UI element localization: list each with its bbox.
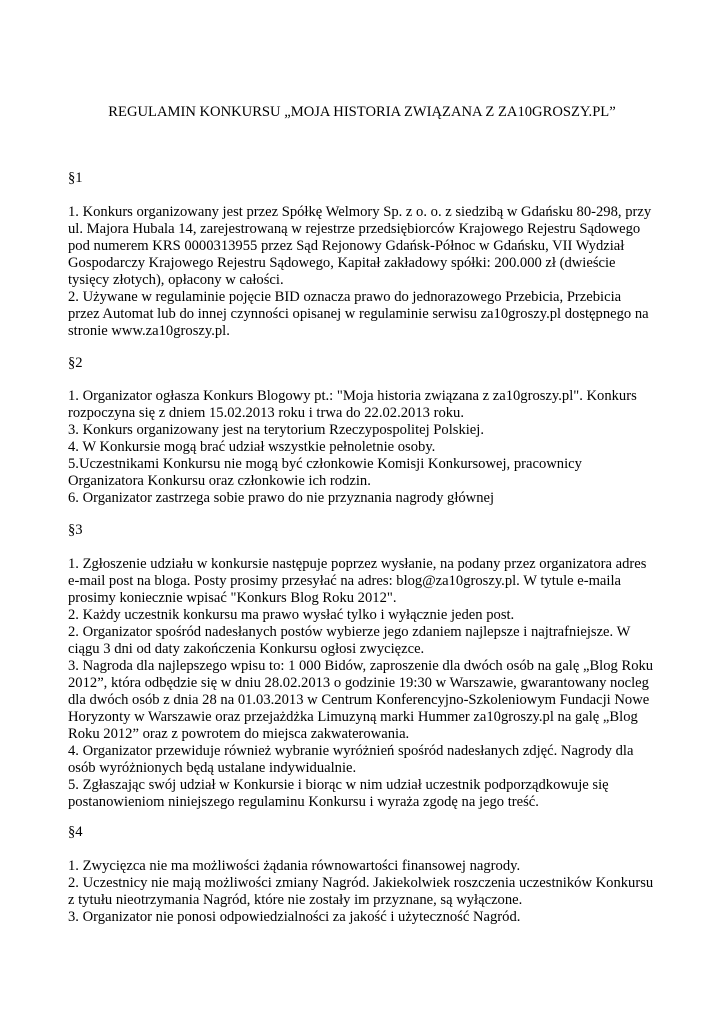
text-line: e-mail post na bloga. Posty prosimy przesyłać na adres: blog@za10groszy.pl. W tytule e-maila: [68, 573, 622, 589]
text-line: 2. Każdy uczestnik konkursu ma prawo wysłać tylko i wyłącznie jeden post.: [68, 607, 515, 623]
text-line: osób wyróżnionych będą ustalane indywidualnie.: [68, 760, 357, 776]
document-title: REGULAMIN KONKURSU „MOJA HISTORIA ZWIĄZANA Z ZA10GROSZY.PL”: [108, 104, 616, 120]
text-line: przez Automat lub do innej czynności opisanej w regulaminie serwisu za10groszy.pl dostępnego na: [68, 306, 649, 322]
text-line: 1. Organizator ogłasza Konkurs Blogowy pt.: "Moja historia związana z za10groszy.pl". Konkurs: [68, 388, 637, 404]
text-line: z tytułu nieotrzymania Nagród, które nie zostały im przyznane, są wyłączone.: [68, 892, 523, 908]
text-line: 2. Uczestnicy nie mają możliwości zmiany Nagród. Jakiekolwiek roszczenia uczestników Konkursu: [68, 875, 654, 891]
text-line: dla dwóch osób z dnia 28 na 01.03.2013 w Centrum Konferencyjno-Szkoleniowym Fundacji Nowe: [68, 692, 650, 708]
text-line: Organizatora Konkursu oraz członkowie ich rodzin.: [68, 473, 371, 489]
section-mark-3: §3: [68, 522, 83, 538]
text-line: 3. Konkurs organizowany jest na terytorium Rzeczypospolitej Polskiej.: [68, 422, 484, 438]
text-line: 2012”, która odbędzie się w dniu 28.02.2013 o godzinie 19:30 w Warszawie, gwarantowany nocleg: [68, 675, 649, 691]
text-line: ul. Majora Hubala 14, zarejestrowaną w rejestrze przedsiębiorców Krajowego Rejestru Sądowego: [68, 221, 641, 237]
text-line: 6. Organizator zastrzega sobie prawo do nie przyznania nagrody głównej: [68, 490, 495, 506]
text-line: 1. Zgłoszenie udziału w konkursie następuje poprzez wysłanie, na podany przez organizatora adres: [68, 556, 647, 572]
text-line: tysięcy złotych), opłacony w całości.: [68, 272, 284, 288]
section-body-3: [68, 556, 668, 811]
section-mark-1: §1: [68, 170, 83, 186]
text-line: 3. Organizator nie ponosi odpowiedzialności za jakość i użyteczność Nagród.: [68, 909, 521, 925]
text-line: stronie www.za10groszy.pl.: [68, 323, 230, 339]
text-line: 1. Konkurs organizowany jest przez Spółkę Welmory Sp. z o. o. z siedzibą w Gdańsku 80-298, przy: [68, 204, 652, 220]
text-line: Roku 2012” oraz z powrotem do miejsca zakwaterowania.: [68, 726, 410, 742]
text-line: 5.Uczestnikami Konkursu nie mogą być członkowie Komisji Konkursowej, pracownicy: [68, 456, 582, 472]
section-body-2: [68, 388, 668, 507]
text-line: Gospodarczy Krajowego Rejestru Sądowego, Kapitał zakładowy spółki: 200.000 zł (dwieście: [68, 255, 616, 271]
text-line: 4. W Konkursie mogą brać udział wszystkie pełnoletnie osoby.: [68, 439, 436, 455]
text-line: 4. Organizator przewiduje również wybranie wyróżnień spośród nadesłanych zdjęć. Nagrody dla: [68, 743, 634, 759]
text-line: 5. Zgłaszając swój udział w Konkursie i biorąc w nim udział uczestnik podporządkowuje się: [68, 777, 609, 793]
text-line: postanowieniom niniejszego regulaminu Konkursu i wyraża zgodę na jego treść.: [68, 794, 539, 810]
section-body-1: [68, 204, 668, 340]
text-line: prosimy koniecznie wpisać "Konkurs Blog Roku 2012".: [68, 590, 397, 606]
section-mark-4: §4: [68, 824, 83, 840]
section-mark-2: §2: [68, 355, 83, 371]
text-line: 2. Używane w regulaminie pojęcie BID oznacza prawo do jednorazowego Przebicia, Przebicia: [68, 289, 622, 305]
section-body-4: [68, 858, 668, 926]
text-line: ciągu 3 dni od daty zakończenia Konkursu ogłosi zwycięzce.: [68, 641, 425, 657]
text-line: pod numerem KRS 0000313955 przez Sąd Rejonowy Gdańsk-Północ w Gdańsku, VII Wydział: [68, 238, 625, 254]
text-line: 1. Zwycięzca nie ma możliwości żądania równowartości finansowej nagrody.: [68, 858, 521, 874]
text-line: 2. Organizator spośród nadesłanych postów wybierze jego zdaniem najlepsze i najtrafniejsze. W: [68, 624, 631, 640]
text-line: rozpoczyna się z dniem 15.02.2013 roku i trwa do 22.02.2013 roku.: [68, 405, 464, 421]
text-line: 3. Nagroda dla najlepszego wpisu to: 1 000 Bidów, zaproszenie dla dwóch osób na galę „Blog Roku: [68, 658, 654, 674]
text-line: Horyzonty w Warszawie oraz przejażdżka Limuzyną marki Hummer za10groszy.pl na galę „Blog: [68, 709, 638, 725]
